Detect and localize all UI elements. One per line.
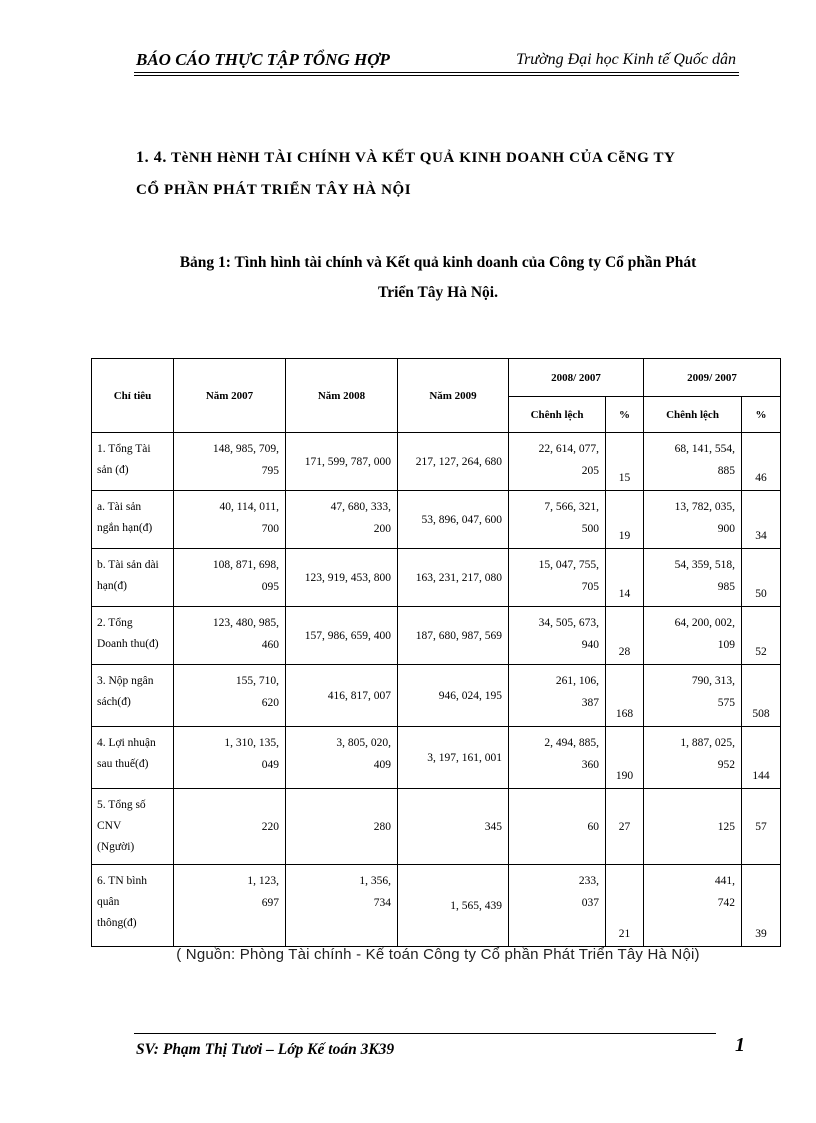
source-note: ( Nguồn: Phòng Tài chính - Kế toán Công ty Cổ phần Phát Triển Tây Hà Nội) [176, 946, 700, 963]
diff-2008-2007 [509, 865, 606, 947]
diff-2009-2007-line: 575 [717, 697, 735, 709]
row-label-line: ngắn hạn(đ) [97, 522, 153, 534]
diff-2009-2007-line: 13, 782, 035, [674, 501, 735, 513]
value-2007-line: 697 [261, 897, 279, 909]
row-label [92, 727, 174, 789]
table-row [92, 865, 781, 947]
pct-2009-2007: 508 [742, 665, 781, 727]
diff-2009-2007 [644, 433, 742, 491]
pct-2008-2007: 15 [606, 433, 644, 491]
row-label [92, 549, 174, 607]
header-diff-1: Chênh lệch [509, 397, 606, 433]
report-title: BÁO CÁO THỰC TẬP TỔNG HỢP [136, 50, 390, 69]
header-year-2008: Năm 2008 [286, 359, 398, 433]
value-2009 [398, 433, 509, 491]
row-label [92, 665, 174, 727]
diff-2008-2007 [509, 491, 606, 549]
diff-2008-2007 [509, 789, 606, 865]
value-2007-line: 108, 871, 698, [212, 559, 279, 571]
value-2008-line: 280 [373, 820, 391, 833]
diff-2009-2007-line: 885 [717, 465, 735, 477]
diff-2009-2007-line: 952 [717, 759, 735, 771]
table-row [92, 491, 781, 549]
row-label-line: a. Tài sản [97, 501, 142, 513]
header-divider [134, 72, 739, 73]
diff-2008-2007-line: 261, 106, [555, 675, 599, 687]
pct-2008-2007: 168 [606, 665, 644, 727]
diff-2008-2007 [509, 433, 606, 491]
value-2009-line: 163, 231, 217, 080 [415, 571, 502, 584]
table-row [92, 789, 781, 865]
value-2007-line: 1, 310, 135, [224, 737, 279, 749]
value-2008 [286, 549, 398, 607]
diff-2008-2007 [509, 665, 606, 727]
row-label-line: 4. Lợi nhuận [97, 737, 156, 749]
row-label-line: 3. Nộp ngân [97, 675, 154, 687]
value-2007-line: 148, 985, 709, [212, 443, 279, 455]
header-compare-2009-2007: 2009/ 2007 [644, 359, 781, 397]
row-label-line: 1. Tổng Tài [97, 443, 151, 455]
value-2008 [286, 865, 398, 947]
value-2008-line: 171, 599, 787, 000 [304, 455, 391, 468]
value-2009 [398, 549, 509, 607]
diff-2008-2007-line: 15, 047, 755, [538, 559, 599, 571]
diff-2009-2007-line: 54, 359, 518, [674, 559, 735, 571]
diff-2008-2007 [509, 549, 606, 607]
diff-2008-2007-line: 387 [581, 697, 599, 709]
row-label-line: Doanh thu(đ) [97, 638, 159, 650]
row-label-line: sau thuế(đ) [97, 758, 149, 770]
diff-2009-2007 [644, 491, 742, 549]
diff-2009-2007-line: 985 [717, 581, 735, 593]
value-2007-line: 123, 480, 985, [212, 617, 279, 629]
pct-2008-2007: 28 [606, 607, 644, 665]
value-2009-line: 3, 197, 161, 001 [427, 751, 502, 764]
pct-2009-2007: 34 [742, 491, 781, 549]
row-label-line: sản (đ) [97, 464, 129, 476]
student-info: SV: Phạm Thị Tươi – Lớp Kế toán 3K39 [136, 1041, 395, 1058]
row-label-line: hạn(đ) [97, 580, 128, 592]
diff-2008-2007-line: 705 [581, 581, 599, 593]
section-title-line1: TèNH HèNH TÀI CHÍNH VÀ KẾT QUẢ KINH DOANH CỦA CễNG TY [171, 150, 676, 166]
value-2007-line: 620 [261, 697, 279, 709]
row-label [92, 607, 174, 665]
diff-2009-2007-line: 68, 141, 554, [674, 443, 735, 455]
diff-2009-2007-line: 64, 200, 002, [674, 617, 735, 629]
value-2009-line: 345 [484, 820, 502, 833]
table-row [92, 549, 781, 607]
value-2007 [174, 433, 286, 491]
section-title-line2: CỔ PHẦN PHÁT TRIỂN TÂY HÀ NỘI [136, 182, 412, 198]
value-2008-line: 416, 817, 007 [327, 689, 391, 702]
header-indicator: Chỉ tiêu [92, 359, 174, 433]
diff-2008-2007-line: 360 [581, 759, 599, 771]
pct-2009-2007: 52 [742, 607, 781, 665]
diff-2008-2007 [509, 607, 606, 665]
diff-2009-2007 [644, 607, 742, 665]
diff-2009-2007-line: 109 [717, 639, 735, 651]
value-2007-line: 40, 114, 011, [219, 501, 279, 513]
value-2007 [174, 549, 286, 607]
value-2009 [398, 789, 509, 865]
value-2009 [398, 491, 509, 549]
value-2007-line: 049 [261, 759, 279, 771]
row-label [92, 491, 174, 549]
row-label-line: 6. TN bình [97, 875, 147, 887]
diff-2009-2007 [644, 727, 742, 789]
value-2007-line: 700 [261, 523, 279, 535]
value-2007-line: 155, 710, [235, 675, 279, 687]
value-2008 [286, 665, 398, 727]
value-2008 [286, 727, 398, 789]
header-year-2007: Năm 2007 [174, 359, 286, 433]
value-2009-line: 53, 896, 047, 600 [421, 513, 502, 526]
pct-2009-2007: 50 [742, 549, 781, 607]
value-2007-line: 460 [261, 639, 279, 651]
pct-2009-2007: 46 [742, 433, 781, 491]
diff-2009-2007-line: 441, [714, 875, 735, 887]
section-number: 1. 4. [136, 149, 167, 166]
value-2007-line: 795 [261, 465, 279, 477]
value-2008-line: 157, 986, 659, 400 [304, 629, 391, 642]
value-2008-line: 409 [373, 759, 391, 771]
pct-2009-2007: 144 [742, 727, 781, 789]
university-name: Trường Đại học Kinh tế Quốc dân [516, 51, 736, 68]
value-2009 [398, 727, 509, 789]
pct-2008-2007: 14 [606, 549, 644, 607]
table-caption-line1: Bảng 1: Tình hình tài chính và Kết quả kinh doanh của Công ty Cổ phần Phát [179, 254, 697, 271]
diff-2008-2007-line: 233, [578, 875, 599, 887]
row-label-line: (Người) [97, 841, 135, 853]
value-2007-line: 220 [261, 820, 279, 833]
diff-2009-2007-line: 742 [717, 897, 735, 909]
value-2007 [174, 865, 286, 947]
diff-2008-2007 [509, 727, 606, 789]
value-2009-line: 1, 565, 439 [450, 899, 502, 912]
value-2008-line: 123, 919, 453, 800 [304, 571, 391, 584]
pct-2008-2007: 27 [606, 789, 644, 865]
diff-2008-2007-line: 500 [581, 523, 599, 535]
pct-2009-2007: 57 [742, 789, 781, 865]
diff-2009-2007-line: 1, 887, 025, [680, 737, 735, 749]
row-label-line: CNV [97, 820, 122, 832]
diff-2009-2007 [644, 865, 742, 947]
row-label-line: 5. Tổng số [97, 799, 146, 811]
value-2009-line: 187, 680, 987, 569 [415, 629, 502, 642]
value-2008 [286, 789, 398, 865]
pct-2008-2007: 21 [606, 865, 644, 947]
row-label [92, 789, 174, 865]
diff-2008-2007-line: 22, 614, 077, [538, 443, 599, 455]
header-divider-thin [134, 75, 739, 76]
row-label-line: sách(đ) [97, 696, 131, 708]
row-label-line: b. Tài sản dài [97, 559, 159, 571]
diff-2008-2007-line: 205 [581, 465, 599, 477]
row-label [92, 433, 174, 491]
value-2009-line: 946, 024, 195 [438, 689, 502, 702]
footer-divider [134, 1033, 716, 1034]
pct-2009-2007: 39 [742, 865, 781, 947]
header-pct-2: % [742, 397, 781, 433]
value-2009 [398, 665, 509, 727]
value-2008 [286, 491, 398, 549]
table-caption-line2: Triển Tây Hà Nội. [378, 284, 498, 301]
value-2008-line: 3, 805, 020, [336, 737, 391, 749]
section-heading [136, 142, 746, 206]
pct-2008-2007: 19 [606, 491, 644, 549]
header-year-2009: Năm 2009 [398, 359, 509, 433]
row-label-line: quân [97, 896, 120, 908]
value-2009 [398, 607, 509, 665]
table-row [92, 607, 781, 665]
pct-2008-2007: 190 [606, 727, 644, 789]
diff-2008-2007-line: 60 [587, 820, 599, 833]
financial-table [91, 358, 781, 947]
value-2007 [174, 727, 286, 789]
value-2008-line: 47, 680, 333, [330, 501, 391, 513]
diff-2008-2007-line: 037 [581, 897, 599, 909]
value-2007 [174, 491, 286, 549]
table-row [92, 727, 781, 789]
value-2009-line: 217, 127, 264, 680 [415, 455, 502, 468]
table-row [92, 665, 781, 727]
table-row [92, 433, 781, 491]
value-2009 [398, 865, 509, 947]
diff-2009-2007-line: 790, 313, [691, 675, 735, 687]
diff-2009-2007 [644, 665, 742, 727]
header-compare-2008-2007: 2008/ 2007 [509, 359, 644, 397]
diff-2009-2007-line: 900 [717, 523, 735, 535]
value-2007-line: 1, 123, [247, 875, 279, 887]
value-2007 [174, 789, 286, 865]
value-2008-line: 200 [373, 523, 391, 535]
header-diff-2: Chênh lệch [644, 397, 742, 433]
value-2007 [174, 607, 286, 665]
row-label-line: 2. Tổng [97, 617, 133, 629]
value-2008-line: 734 [373, 897, 391, 909]
value-2007-line: 095 [261, 581, 279, 593]
row-label-line: thông(đ) [97, 917, 137, 929]
diff-2009-2007 [644, 789, 742, 865]
value-2008 [286, 433, 398, 491]
value-2008-line: 1, 356, [359, 875, 391, 887]
diff-2008-2007-line: 2, 494, 885, [544, 737, 599, 749]
diff-2009-2007 [644, 549, 742, 607]
table-caption [120, 248, 756, 308]
diff-2009-2007-line: 125 [717, 820, 735, 833]
diff-2008-2007-line: 34, 505, 673, [538, 617, 599, 629]
diff-2008-2007-line: 7, 566, 321, [544, 501, 599, 513]
table-body [92, 433, 781, 947]
header-pct-1: % [606, 397, 644, 433]
diff-2008-2007-line: 940 [581, 639, 599, 651]
value-2007 [174, 665, 286, 727]
page-number: 1 [735, 1034, 745, 1056]
row-label [92, 865, 174, 947]
value-2008 [286, 607, 398, 665]
